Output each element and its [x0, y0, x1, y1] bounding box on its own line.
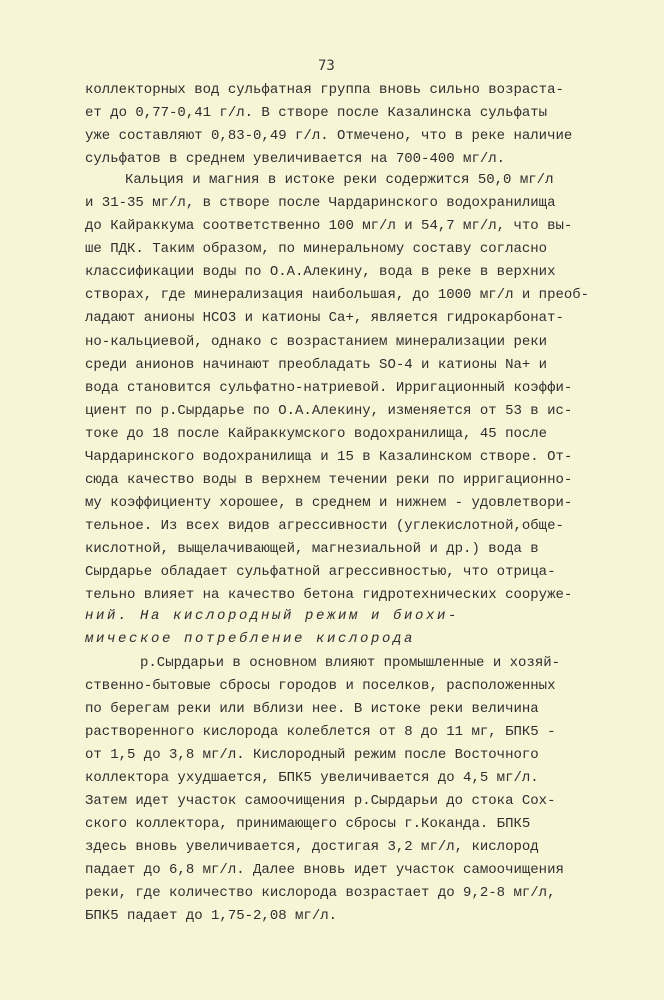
text-line: ского коллектора, принимающего сбросы г.Коканда. БПК5 — [85, 816, 531, 832]
text-line: Затем идет участок самоочищения р.Сырдарьи до стока Сох- — [85, 793, 556, 809]
text-line: ственно-бытовые сбросы городов и поселков, расположенных — [85, 678, 556, 694]
text-line: среди анионов начинают преобладать SO-4 и катионы Na+ и — [85, 357, 548, 373]
text-line: БПК5 падает до 1,75-2,08 мг/л. — [85, 908, 338, 924]
text-line: но-кальциевой, однако с возрастанием минерализации реки — [85, 334, 548, 350]
text-line: ладают анионы НСО3 и катионы Са+, является гидрокарбонат- — [85, 310, 564, 326]
text-line: кислотной, выщелачивающей, магнезиальной и др.) вода в — [85, 541, 539, 557]
text-line: сюда качество воды в верхнем течении реки по ирригационно- — [85, 472, 573, 488]
text-line: вода становится сульфатно-натриевой. Ирригационный коэффи- — [85, 380, 573, 396]
text-line: коллекторных вод сульфатная группа вновь сильно возраста- — [85, 82, 564, 98]
text-line: по берегам реки или вблизи нее. В истоке реки величина — [85, 701, 539, 717]
text-line: ше ПДК. Таким образом, по минеральному составу согласно — [85, 241, 548, 257]
text-line: му коэффициенту хорошее, в среднем и нижнем - удовлетвори- — [85, 495, 573, 511]
text-line: циент по р.Сырдарье по О.А.Алекину, изменяется от 53 в ис- — [85, 403, 573, 419]
text-line: и 31-35 мг/л, в створе после Чардаринского водохранилища — [85, 195, 556, 211]
text-line: коллектора ухудшается, БПК5 увеличивается до 4,5 мг/л. — [85, 770, 539, 786]
text-line: сульфатов в среднем увеличивается на 700-400 мг/л. — [85, 151, 506, 167]
text-line: тельно влияет на качество бетона гидротехнических сооруже- — [85, 587, 573, 603]
text-line-emphasis: ний. На кислородный режим и биохи- — [85, 608, 460, 624]
text-line: здесь вновь увеличивается, достигая 3,2 мг/л, кислород — [85, 839, 539, 855]
text-line-emphasis: мическое потребление кислорода — [85, 631, 416, 647]
text-line: Сырдарье обладает сульфатной агрессивностью, что отрица- — [85, 564, 556, 580]
text-line: ет до 0,77-0,41 г/л. В створе после Казалинска сульфаты — [85, 105, 548, 121]
page-number: 73 — [318, 58, 335, 74]
text-line: Чардаринского водохранилища и 15 в Казалинском створе. От- — [85, 449, 573, 465]
text-line: р.Сырдарьи в основном влияют промышленные и хозяй- — [140, 655, 561, 671]
text-line: растворенного кислорода колеблется от 8 до 11 мг, БПК5 - — [85, 724, 556, 740]
text-line: до Кайраккума соответственно 100 мг/л и 54,7 мг/л, что вы- — [85, 218, 573, 234]
text-line: Кальция и магния в истоке реки содержится 50,0 мг/л — [125, 172, 554, 188]
text-line: тельное. Из всех видов агрессивности (углекислотной,обще- — [85, 518, 564, 534]
text-line: от 1,5 до 3,8 мг/л. Кислородный режим после Восточного — [85, 747, 539, 763]
text-line: реки, где количество кислорода возрастает до 9,2-8 мг/л, — [85, 885, 556, 901]
text-line: классификации воды по О.А.Алекину, вода в реке в верхних — [85, 264, 556, 280]
text-line: уже составляют 0,83-0,49 г/л. Отмечено, что в реке наличие — [85, 128, 573, 144]
text-line: падает до 6,8 мг/л. Далее вновь идет участок самоочищения — [85, 862, 564, 878]
text-line: створах, где минерализация наибольшая, до 1000 мг/л и преоб- — [85, 287, 590, 303]
text-line: токе до 18 после Кайраккумского водохранилища, 45 после — [85, 426, 548, 442]
